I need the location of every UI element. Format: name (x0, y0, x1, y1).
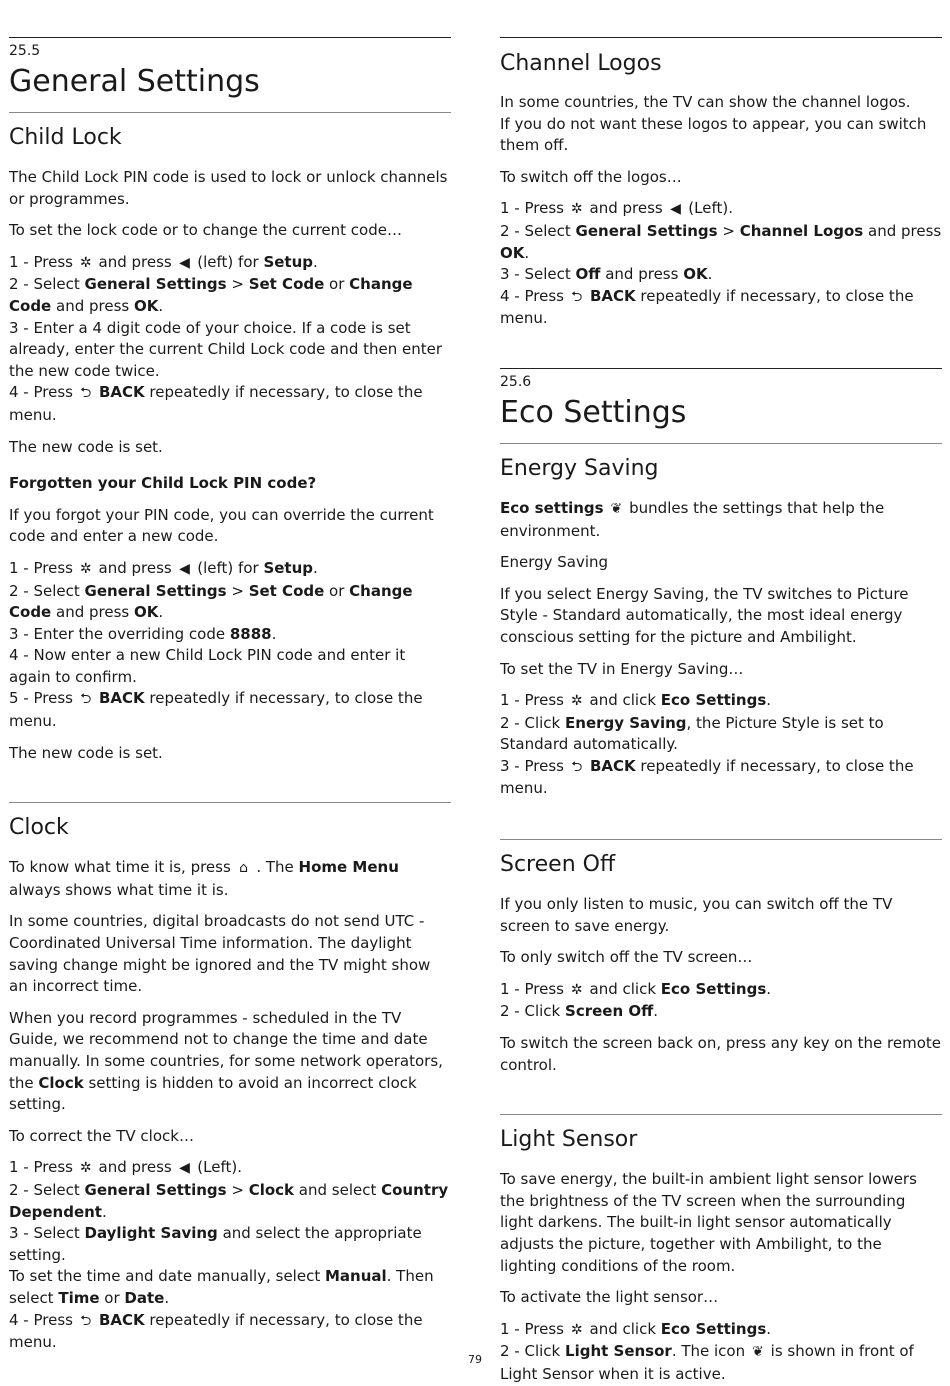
energy-saving-subtitle: Energy Saving (500, 553, 609, 572)
energy-saving-description: If you select Energy Saving, the TV switches to Picture Style - Standard automatically, the most ideal energy conscious setting for the picture and Ambilight. (500, 584, 909, 646)
screen-off-steps (500, 979, 942, 1023)
step-2: 2 - Click Screen Off. (500, 1002, 659, 1021)
clock-utc-note: In some countries, digital broadcasts do not send UTC - Coordinated Universal Time information. The daylight saving change might be ignored and the TV might show an incorrect time. (9, 912, 431, 996)
light-sensor-instruction: To activate the light sensor… (500, 1288, 719, 1307)
step-1: 1 - Press ✲ and click Eco Settings. (500, 1319, 942, 1342)
step-3: 3 - Select Off and press OK. (500, 265, 713, 284)
step-1: 1 - Press ✲ and press ◀ (Left). (9, 1157, 451, 1180)
clock-intro: To know what time it is, press ⌂ . The Home Menu always shows what time it is. (9, 858, 399, 899)
step-2: 2 - Select General Settings > Set Code or Change Code and press OK. (9, 275, 413, 315)
forgotten-pin-result: The new code is set. (9, 743, 163, 762)
subsection-rule (9, 112, 451, 113)
page-number: 79 (468, 1353, 482, 1366)
step-1: 1 - Press ✲ and press ◀ (left) for Setup. (9, 558, 451, 581)
section-rule (500, 368, 942, 369)
channel-logos-intro: In some countries, the TV can show the channel logos. (500, 93, 911, 111)
subsection-rule (500, 1114, 942, 1115)
section-rule (9, 37, 451, 38)
step-3-manual: To set the time and date manually, select Manual. Then select Time or Date. (9, 1267, 434, 1307)
step-5: 5 - Press ⮌ BACK repeatedly if necessary, to close the menu. (9, 689, 423, 731)
gear-icon: ✲ (570, 1321, 583, 1338)
step-4: 4 - Press ⮌ BACK repeatedly if necessary, to close the menu. (9, 1310, 423, 1352)
clock-instruction: To correct the TV clock… (9, 1126, 194, 1145)
section-title: Eco Settings (500, 394, 687, 430)
forgotten-pin-intro: If you forgot your PIN code, you can override the current code and enter a new code. (9, 505, 434, 546)
step-4: 4 - Press ⮌ BACK repeatedly if necessary, to close the menu. (9, 383, 423, 424)
child-lock-intro: The Child Lock PIN code is used to lock or unlock channels or programmes. (9, 168, 448, 208)
left-arrow-icon: ◀ (179, 560, 190, 577)
step-1: 1 - Press ✲ and press ◀ (Left). (500, 198, 942, 221)
step-2: 2 - Click Energy Saving, the Picture Style is set to Standard automatically. (500, 713, 884, 754)
section-number: 25.5 (9, 43, 41, 59)
forgotten-pin-steps (9, 558, 451, 733)
right-column (500, 0, 942, 1386)
step-4: 4 - Now enter a new Child Lock PIN code and enter it again to confirm. (9, 646, 406, 686)
step-3: 3 - Enter a 4 digit code of your choice. If a code is set already, enter the current Child Lock code and then enter the new code twice. (9, 318, 443, 380)
clock-title: Clock (9, 815, 69, 841)
light-sensor-intro: To save energy, the built-in ambient light sensor lowers the brightness of the TV screen when the surrounding light darkens. The built-in light sensor automatically adjusts the picture, together with Ambilight, to the lighting conditions of the room. (500, 1170, 917, 1275)
gear-icon: ✲ (79, 1160, 92, 1177)
section-title: General Settings (9, 64, 260, 99)
step-2: 2 - Select General Settings > Clock and select Country Dependent. (9, 1180, 449, 1221)
energy-saving-instruction: To set the TV in Energy Saving… (500, 659, 744, 678)
step-3: 3 - Select Daylight Saving and select the appropriate setting. (9, 1224, 422, 1264)
screen-off-note: To switch the screen back on, press any key on the remote control. (500, 1034, 942, 1074)
energy-saving-intro: Eco settings ❦ bundles the settings that help the environment. (500, 498, 885, 540)
step-4: 4 - Press ⮌ BACK repeatedly if necessary, to close the menu. (500, 286, 914, 328)
step-1: 1 - Press ✲ and click Eco Settings. (500, 979, 942, 1002)
step-3: 3 - Enter the overriding code 8888. (9, 624, 277, 643)
channel-logos-instruction: To switch off the logos… (500, 167, 682, 186)
leaf-icon: ❦ (752, 1344, 764, 1361)
child-lock-title: Child Lock (9, 125, 122, 150)
back-icon: ⮌ (80, 691, 92, 708)
left-arrow-icon: ◀ (670, 201, 681, 218)
channel-logos-steps (500, 198, 942, 330)
energy-saving-title: Energy Saving (500, 455, 659, 481)
subsection-rule (9, 802, 451, 803)
energy-saving-steps (500, 690, 942, 800)
step-2: 2 - Click Light Sensor. The icon ❦ is shown in front of Light Sensor when it is active. (500, 1342, 914, 1383)
forgotten-pin-title: Forgotten your Child Lock PIN code? (9, 474, 317, 493)
step-1: 1 - Press ✲ and press ◀ (left) for Setup. (9, 252, 451, 275)
step-2: 2 - Select General Settings > Channel Logos and press OK. (500, 221, 942, 262)
step-2: 2 - Select General Settings > Set Code or Change Code and press OK. (9, 581, 413, 622)
clock-steps (9, 1157, 451, 1353)
gear-icon: ✲ (570, 693, 583, 710)
left-column (9, 0, 451, 1354)
channel-logos-title: Channel Logos (500, 51, 662, 76)
screen-off-title: Screen Off (500, 852, 616, 878)
back-icon: ⮌ (80, 385, 92, 402)
subsection-rule (500, 839, 942, 840)
child-lock-instruction: To set the lock code or to change the current code… (9, 221, 402, 240)
step-1: 1 - Press ✲ and click Eco Settings. (500, 690, 942, 713)
left-arrow-icon: ◀ (179, 1160, 190, 1177)
screen-off-instruction: To only switch off the TV screen… (500, 948, 753, 967)
channel-logos-intro-2: If you do not want these logos to appear, you can switch them off. (500, 114, 927, 155)
left-arrow-icon: ◀ (179, 254, 190, 271)
back-icon: ⮌ (571, 288, 583, 305)
light-sensor-title: Light Sensor (500, 1127, 638, 1153)
gear-icon: ✲ (79, 254, 92, 271)
clock-record-note: When you record programmes - scheduled in the TV Guide, we recommend not to change the time and date manually. In some countries, for some network operators, the Clock setting is hidden to avoid an incorrect clock setting. (9, 1008, 443, 1114)
home-icon: ⌂ (239, 860, 248, 877)
step-3: 3 - Press ⮌ BACK repeatedly if necessary, to close the menu. (500, 756, 914, 798)
subsection-rule (500, 443, 942, 444)
gear-icon: ✲ (79, 560, 92, 577)
child-lock-steps (9, 252, 451, 427)
leaf-icon: ❦ (610, 500, 623, 517)
section-rule (500, 37, 942, 38)
back-icon: ⮌ (80, 1312, 92, 1329)
gear-icon: ✲ (570, 981, 583, 998)
gear-icon: ✲ (570, 201, 583, 218)
back-icon: ⮌ (571, 758, 583, 775)
section-number: 25.6 (500, 373, 532, 390)
screen-off-intro: If you only listen to music, you can switch off the TV screen to save energy. (500, 895, 893, 935)
child-lock-result: The new code is set. (9, 437, 163, 456)
